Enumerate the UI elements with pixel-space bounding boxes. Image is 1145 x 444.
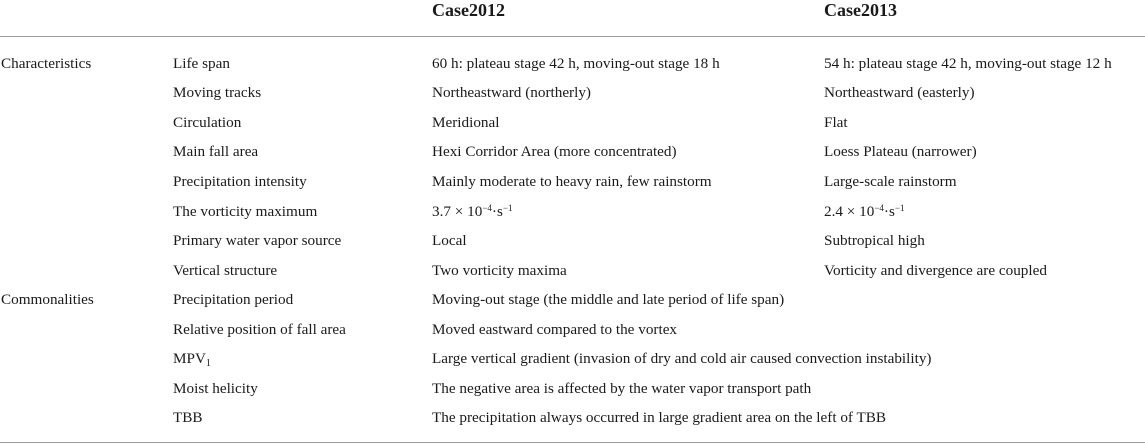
label-base: MPV	[173, 350, 206, 367]
table-row	[0, 231, 1145, 261]
table-row	[0, 202, 1145, 232]
cell-case2013: Vorticity and divergence are coupled	[824, 262, 1047, 279]
cell-case2012: 60 h: plateau stage 42 h, moving-out stage 18 h	[432, 55, 720, 72]
cell-case2012: Two vorticity maxima	[432, 262, 567, 279]
row-label: Precipitation intensity	[173, 173, 307, 190]
row-label: Primary water vapor source	[173, 232, 342, 249]
header-case2013: Case2013	[824, 0, 897, 20]
cell-case2013	[824, 202, 904, 222]
cell-case2012	[432, 202, 512, 222]
cell-case2012: Mainly moderate to heavy rain, few rainstorm	[432, 173, 712, 190]
cell-common: Large vertical gradient (invasion of dry and cold air caused convection instability)	[432, 350, 932, 367]
row-label: Circulation	[173, 114, 242, 131]
value-unit: ·s	[491, 203, 503, 220]
table-row	[0, 54, 1145, 84]
table-row	[0, 379, 1145, 409]
cell-case2012: Northeastward (northerly)	[432, 84, 591, 101]
table-row	[0, 408, 1145, 438]
table-top-rule	[0, 36, 1145, 37]
cell-common: Moving-out stage (the middle and late period of life span)	[432, 291, 785, 308]
value-exponent: −4	[874, 203, 884, 213]
row-label: The vorticity maximum	[173, 203, 318, 220]
cell-case2012: Local	[432, 232, 467, 249]
cell-case2013: Subtropical high	[824, 232, 925, 249]
table-bottom-rule	[0, 442, 1145, 443]
table-row	[0, 113, 1145, 143]
cell-common: The precipitation always occurred in large gradient area on the left of TBB	[432, 409, 887, 426]
cell-common: Moved eastward compared to the vortex	[432, 321, 678, 338]
value-base: 3.7 × 10	[432, 203, 483, 220]
table-row	[0, 172, 1145, 202]
table-row	[0, 290, 1145, 320]
table-row	[0, 349, 1145, 379]
cell-case2013: 54 h: plateau stage 42 h, moving-out stage 12 h	[824, 55, 1112, 72]
row-label: Moist helicity	[173, 380, 258, 397]
row-label	[173, 349, 211, 369]
cell-case2013: Northeastward (easterly)	[824, 84, 975, 101]
row-label: Relative position of fall area	[173, 321, 346, 338]
row-label: Life span	[173, 55, 230, 72]
row-label: TBB	[173, 409, 203, 426]
table-row	[0, 261, 1145, 291]
row-label: Vertical structure	[173, 262, 278, 279]
cell-case2013: Flat	[824, 114, 848, 131]
table-row	[0, 320, 1145, 350]
value-exponent: −1	[894, 203, 905, 213]
label-subscript: 1	[205, 358, 211, 369]
value-exponent: −4	[482, 203, 492, 213]
value-unit: ·s	[883, 203, 895, 220]
row-label: Moving tracks	[173, 84, 262, 101]
table-row	[0, 142, 1145, 172]
cell-common: The negative area is affected by the water vapor transport path	[432, 380, 812, 397]
group-label-characteristics: Characteristics	[1, 55, 92, 72]
cell-case2012: Hexi Corridor Area (more concentrated)	[432, 143, 677, 160]
cell-case2013: Loess Plateau (narrower)	[824, 143, 977, 160]
cell-case2013: Large-scale rainstorm	[824, 173, 957, 190]
table-row	[0, 83, 1145, 113]
group-label-commonalities: Commonalities	[1, 291, 94, 308]
cell-case2012: Meridional	[432, 114, 500, 131]
value-base: 2.4 × 10	[824, 203, 875, 220]
header-case2012: Case2012	[432, 0, 505, 20]
row-label: Precipitation period	[173, 291, 294, 308]
row-label: Main fall area	[173, 143, 259, 160]
value-exponent: −1	[502, 203, 513, 213]
